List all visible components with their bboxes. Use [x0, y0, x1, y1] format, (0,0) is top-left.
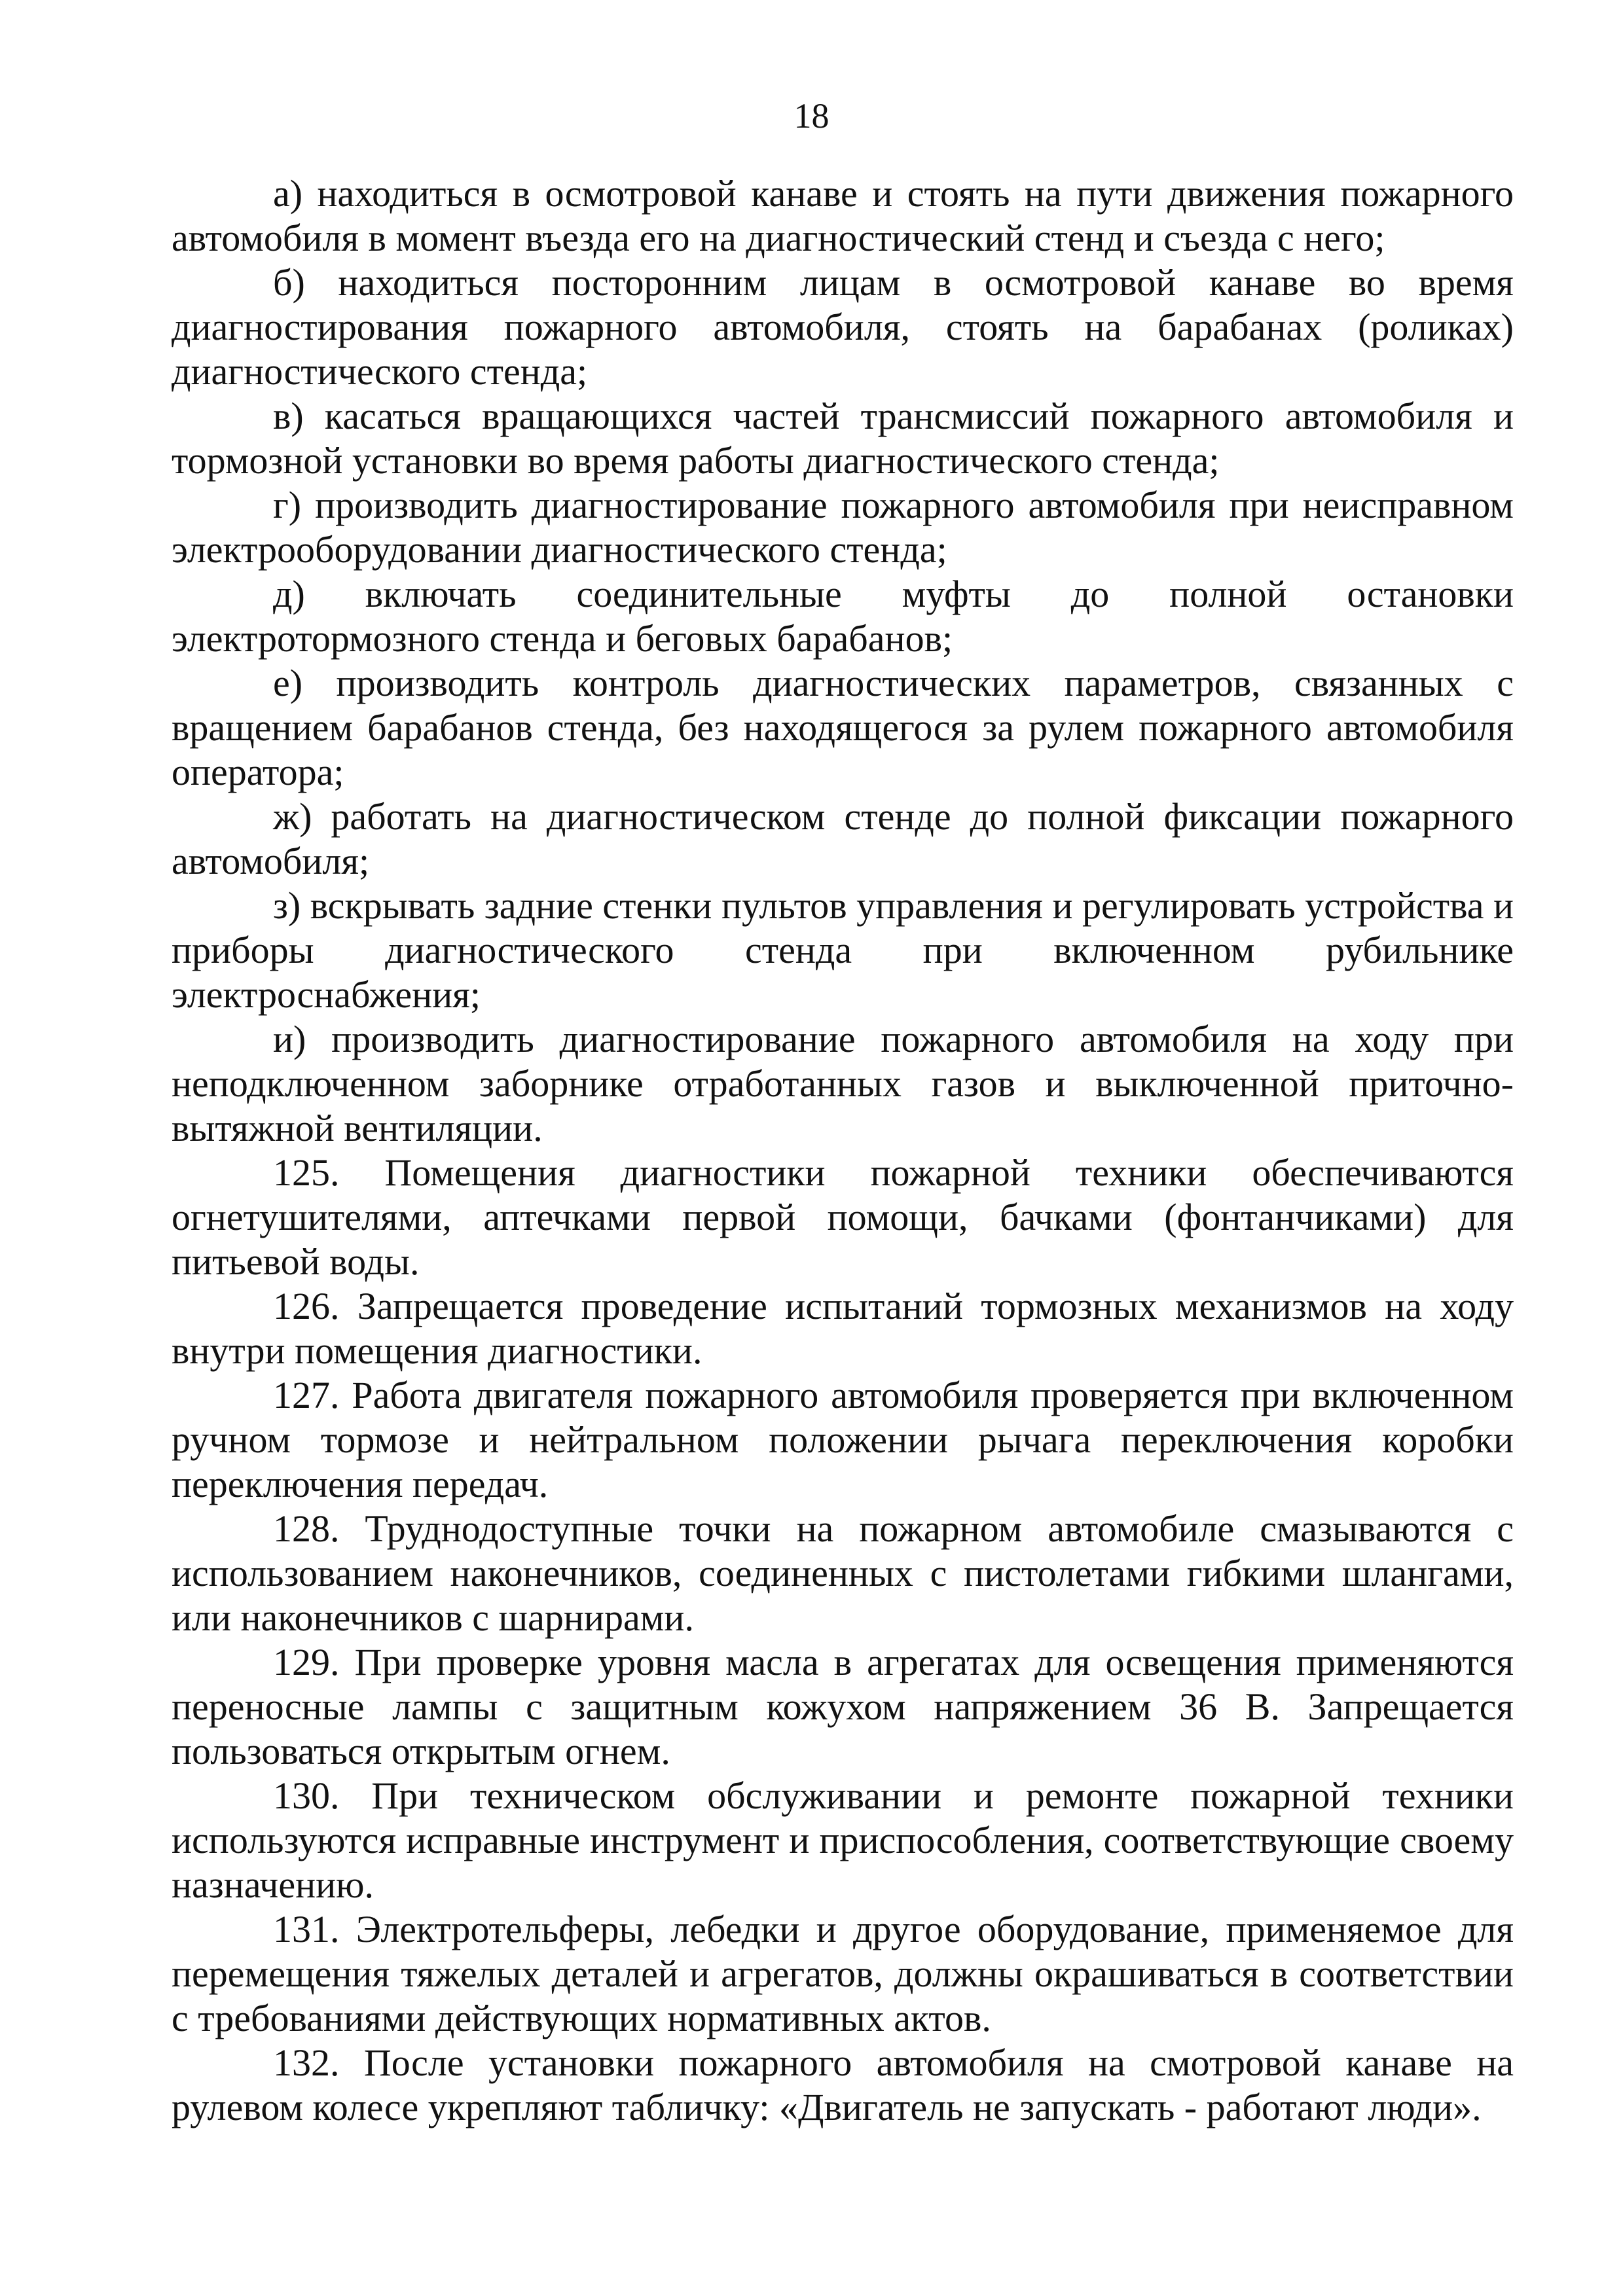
paragraph-e: е) производить контроль диагностических параметров, связанных с вращением барабанов стенда, без находящегося за рулем пожарного автомобиля оператора;	[172, 662, 1514, 793]
paragraph-zh: ж) работать на диагностическом стенде до полной фиксации пожарного автомобиля;	[172, 795, 1514, 882]
paragraph-d: д) включать соединительные муфты до полной остановки электротормозного стенда и беговых барабанов;	[172, 573, 1514, 660]
paragraph-i: и) производить диагностирование пожарного автомобиля на ходу при неподключенном заборнике отработанных газов и выключенной приточно-вытяжной вентиляции.	[172, 1018, 1514, 1149]
paragraph-131: 131. Электротельферы, лебедки и другое оборудование, применяемое для перемещения тяжелых деталей и агрегатов, должны окрашиваться в соответствии с требованиями действующих нормативных актов.	[172, 1908, 1514, 2039]
paragraph-g: г) производить диагностирование пожарного автомобиля при неисправном электрооборудовании диагностического стенда;	[172, 484, 1514, 571]
paragraph-127: 127. Работа двигателя пожарного автомобиля проверяется при включенном ручном тормозе и нейтральном положении рычага переключения коробки переключения передач.	[172, 1374, 1514, 1505]
page-number: 18	[793, 96, 830, 135]
document-body	[172, 171, 1514, 2130]
paragraph-v: в) касаться вращающихся частей трансмиссий пожарного автомобиля и тормозной установки во время работы диагностического стенда;	[172, 395, 1514, 482]
paragraph-125: 125. Помещения диагностики пожарной техники обеспечиваются огнетушителями, аптечками первой помощи, бачками (фонтанчиками) для питьевой воды.	[172, 1151, 1514, 1283]
paragraph-132: 132. После установки пожарного автомобиля на смотровой канаве на рулевом колесе укрепляют табличку: «Двигатель не запускать - работают люди».	[172, 2041, 1514, 2128]
paragraph-130: 130. При техническом обслуживании и ремонте пожарной техники используются исправные инструмент и приспособления, соответствующие своему назначению.	[172, 1774, 1514, 1906]
paragraph-128: 128. Труднодоступные точки на пожарном автомобиле смазываются с использованием наконечников, соединенных с пистолетами гибкими шлангами, или наконечников с шарнирами.	[172, 1507, 1514, 1639]
paragraph-z: з) вскрывать задние стенки пультов управления и регулировать устройства и приборы диагностического стенда при включенном рубильнике электроснабжения;	[172, 884, 1514, 1016]
paragraph-126: 126. Запрещается проведение испытаний тормозных механизмов на ходу внутри помещения диагностики.	[172, 1285, 1514, 1372]
paragraph-b: б) находиться посторонним лицам в осмотровой канаве во время диагностирования пожарного автомобиля, стоять на барабанах (роликах) диагностического стенда;	[172, 261, 1514, 393]
paragraph-a: а) находиться в осмотровой канаве и стоять на пути движения пожарного автомобиля в момент въезда его на диагностический стенд и съезда с него;	[172, 172, 1514, 259]
paragraph-129: 129. При проверке уровня масла в агрегатах для освещения применяются переносные лампы с защитным кожухом напряжением 36 В. Запрещается пользоваться открытым огнем.	[172, 1641, 1514, 1772]
